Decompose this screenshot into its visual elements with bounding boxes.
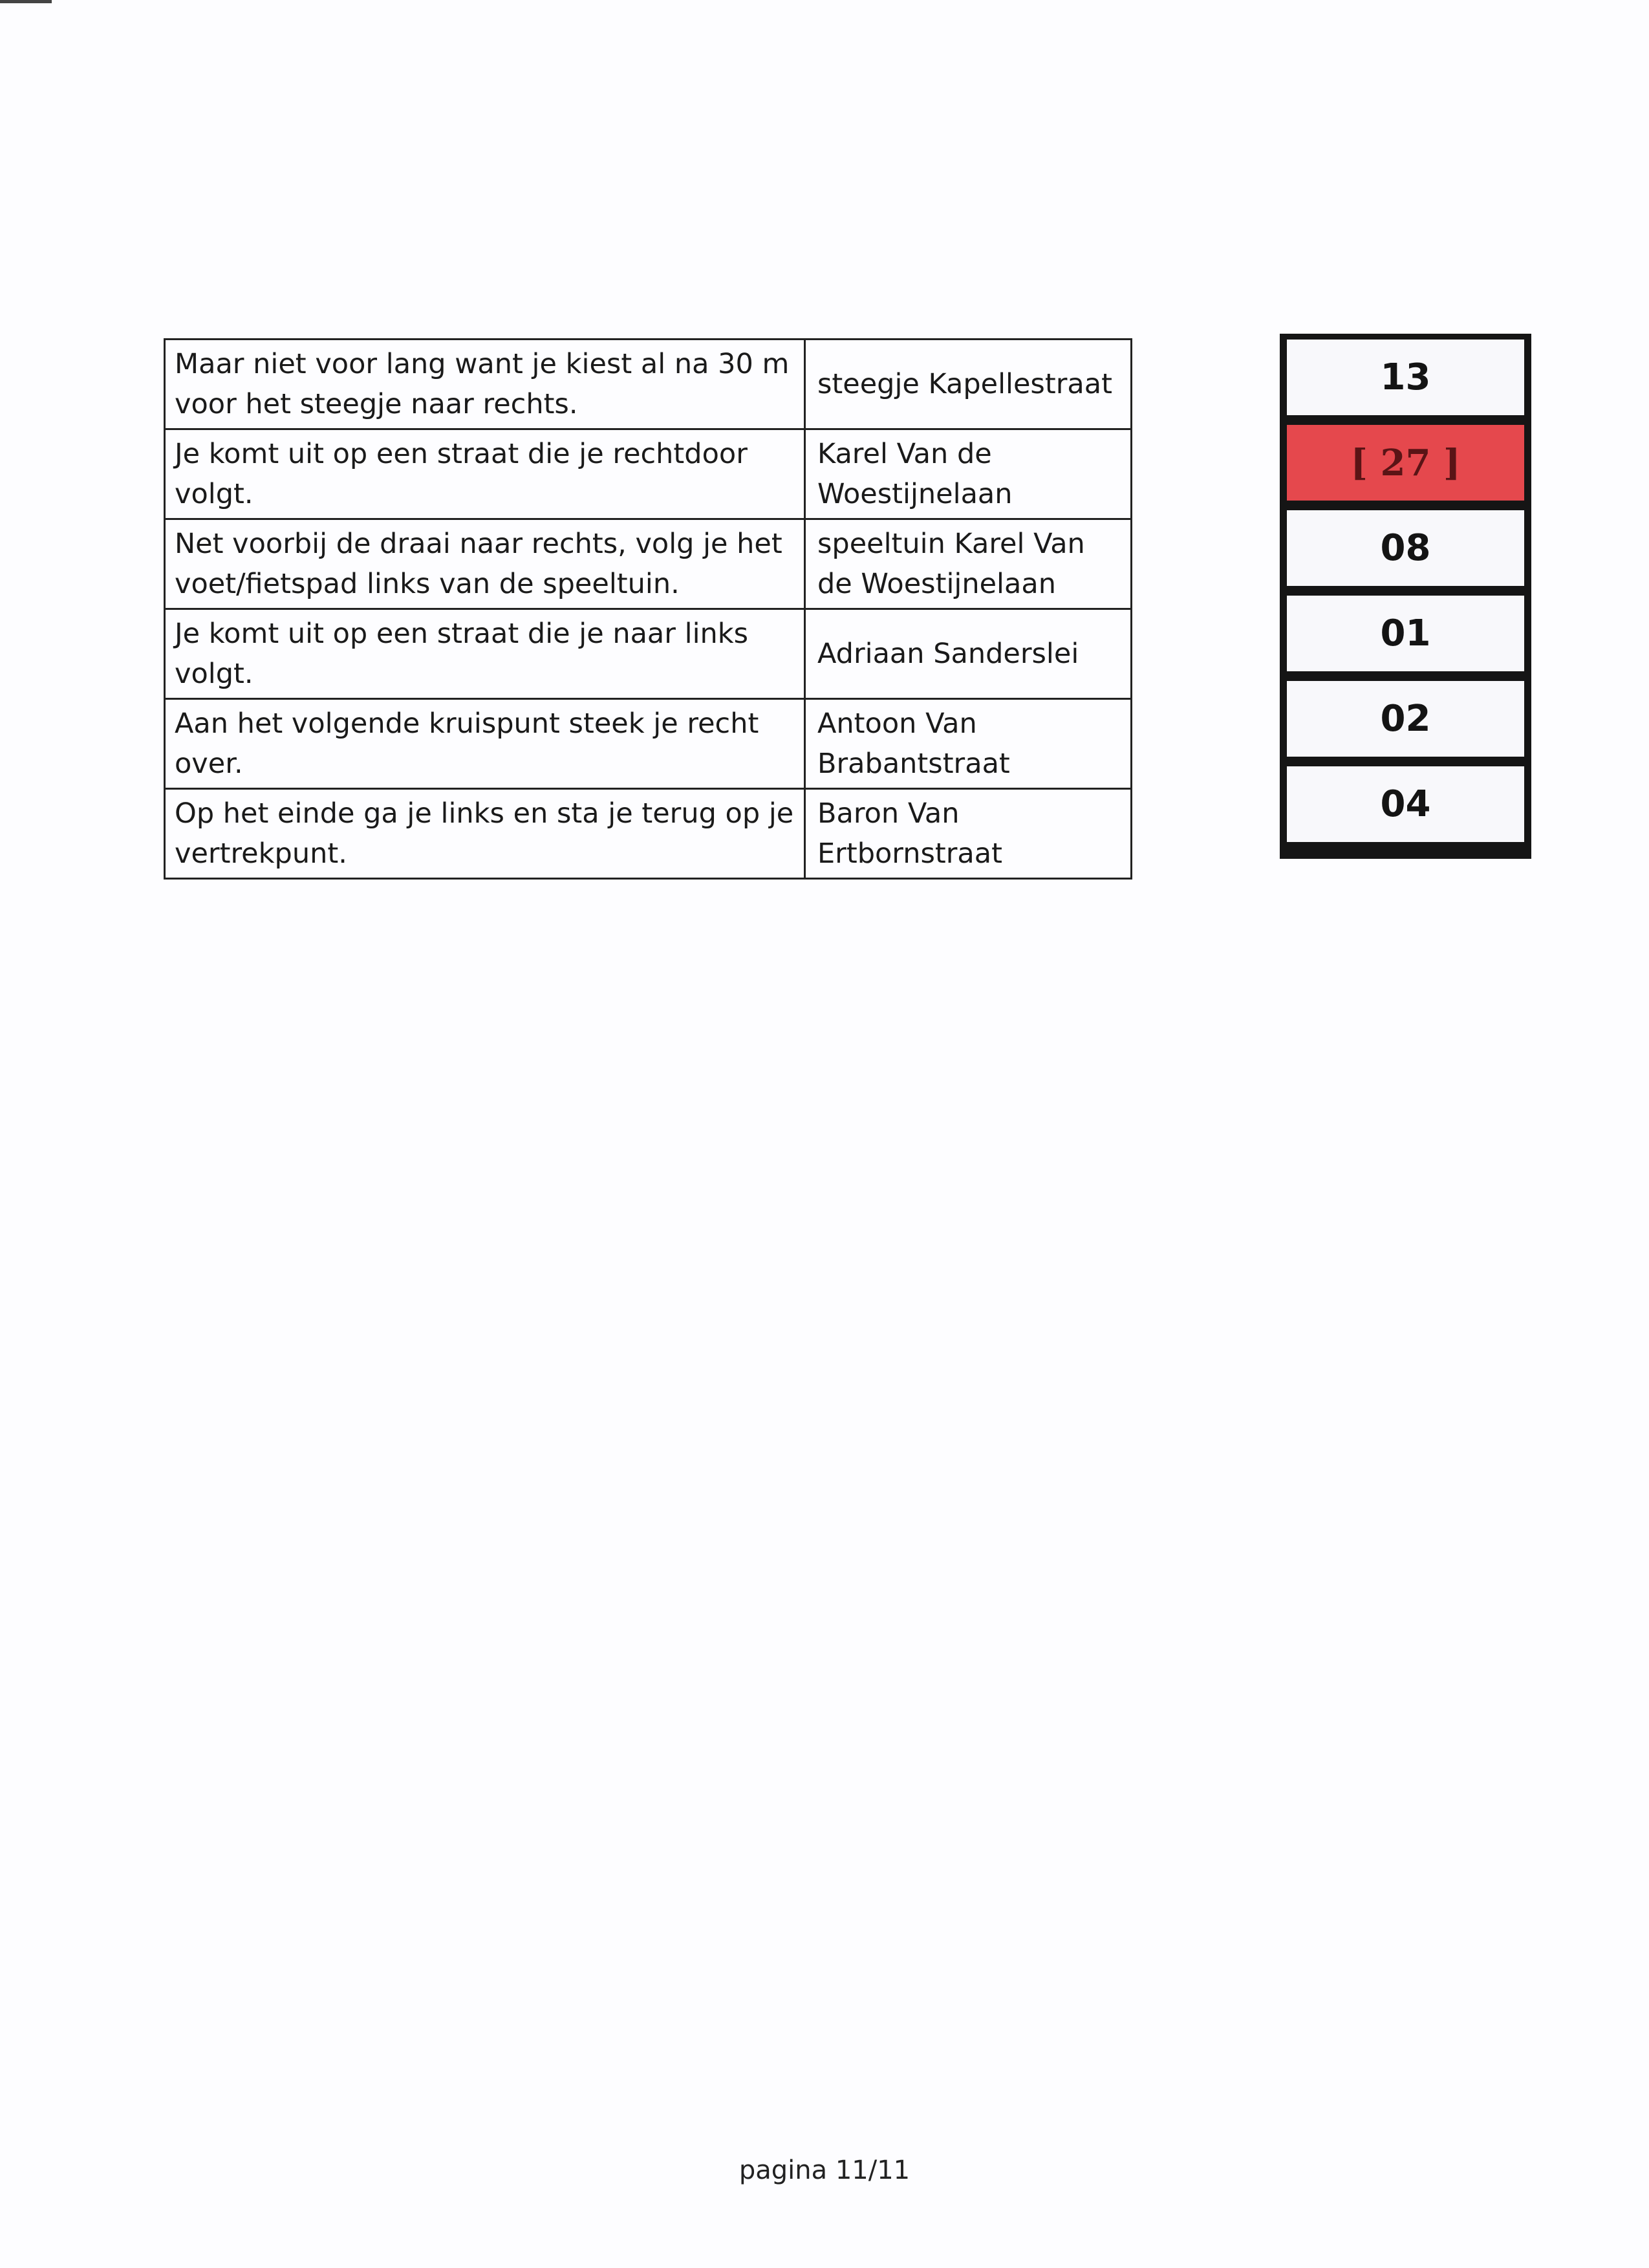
code-box: 02	[1287, 681, 1524, 757]
code-box: 08	[1287, 510, 1524, 586]
street-cell: steegje Kapellestraat	[805, 340, 1132, 429]
table-row	[165, 789, 1132, 879]
page-number: pagina 11/11	[738, 2155, 911, 2185]
table-row	[165, 519, 1132, 609]
table-row	[165, 429, 1132, 519]
code-box: 13	[1287, 340, 1524, 415]
instruction-cell: Aan het volgende kruispunt steek je recht over.	[165, 699, 805, 789]
code-box-highlighted: [ 27 ]	[1287, 425, 1524, 501]
instruction-cell: Net voorbij de draai naar rechts, volg je het voet/fietspad links van de speeltuin.	[165, 519, 805, 609]
instruction-cell: Maar niet voor lang want je kiest al na 30 m voor het steegje naar rechts.	[165, 340, 805, 429]
code-box: 04	[1287, 766, 1524, 842]
code-column	[1280, 334, 1531, 859]
code-box: 01	[1287, 596, 1524, 671]
instruction-cell: Op het einde ga je links en sta je terug op je vertrekpunt.	[165, 789, 805, 879]
street-cell: Antoon Van Brabantstraat	[805, 699, 1132, 789]
table-row	[165, 699, 1132, 789]
table-row	[165, 340, 1132, 429]
street-cell: Karel Van de Woestijnelaan	[805, 429, 1132, 519]
instruction-cell: Je komt uit op een straat die je rechtdoor volgt.	[165, 429, 805, 519]
street-cell: Adriaan Sanderslei	[805, 609, 1132, 699]
table-row	[165, 609, 1132, 699]
street-cell: speeltuin Karel Van de Woestijnelaan	[805, 519, 1132, 609]
scan-edge-mark	[0, 0, 52, 3]
route-description-table	[164, 338, 1132, 880]
instruction-cell: Je komt uit op een straat die je naar links volgt.	[165, 609, 805, 699]
street-cell: Baron Van Ertbornstraat	[805, 789, 1132, 879]
